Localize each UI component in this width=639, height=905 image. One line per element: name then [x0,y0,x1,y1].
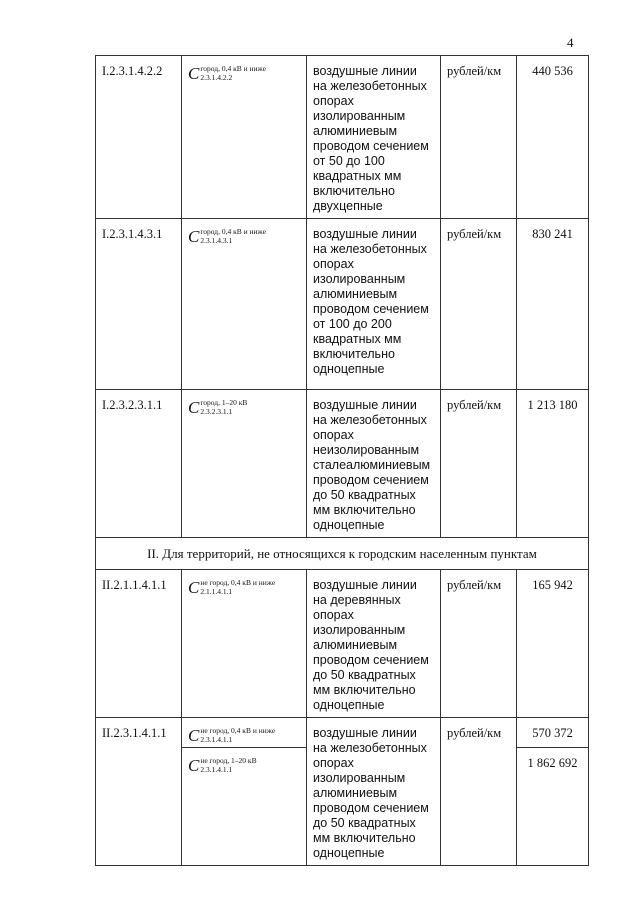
symbol-subscript: 2.3.1.4.3.1 [200,236,233,245]
tariff-table [95,55,589,866]
symbol-subscript: 2.1.1.4.1.1 [200,587,233,596]
rate-symbol: C город, 0,4 кВ и ниже 2.3.1.4.2.2 [182,56,307,219]
row-code: II.2.1.1.4.1.1 [96,570,182,718]
table-row [96,219,589,390]
table-row [96,56,589,219]
rate-symbol: C не город, 0,4 кВ и ниже 2.1.1.4.1.1 [182,570,307,718]
row-value: 165 942 [517,570,589,718]
row-unit: рублей/км [441,56,517,219]
table-row [96,570,589,718]
rate-symbol: C город, 1–20 кВ 2.3.2.3.1.1 [182,390,307,538]
table-row [96,718,589,866]
rate-symbol: C не город, 0,4 кВ и ниже 2.3.1.4.1.1 [188,726,276,745]
row-description: воздушные линии на железобетонных опорах неизолированным сталеалюминиевым проводом сечением до 50 квадратных мм включительно одноцепные [307,390,441,538]
rate-symbol: C город, 0,4 кВ и ниже 2.3.1.4.3.1 [182,219,307,390]
page-number: 4 [567,35,574,50]
row-value: 570 372 [532,726,573,740]
symbol-subscript: 2.3.2.3.1.1 [200,407,233,416]
row-code: I.2.3.1.4.3.1 [96,219,182,390]
rate-symbol: C не город, 1–20 кВ 2.3.1.4.1.1 [188,756,257,775]
symbol-subscript: 2.3.1.4.1.1 [200,765,233,774]
row-code: II.2.3.1.4.1.1 [96,718,182,866]
symbol-superscript: не город, 1–20 кВ [200,756,257,765]
row-description: воздушные линии на железобетонных опорах изолированным алюминиевым проводом сечением от 50 до 100 квадратных мм включительно двухцепные [307,56,441,219]
symbol-superscript: город, 1–20 кВ [200,398,248,407]
row-unit: рублей/км [441,718,517,866]
row-value: 830 241 [517,219,589,390]
section-header-row [96,538,589,570]
row-unit: рублей/км [441,219,517,390]
row-value: 440 536 [517,56,589,219]
table-row [96,390,589,538]
row-unit: рублей/км [441,390,517,538]
row-value: 1 213 180 [517,390,589,538]
row-description: воздушные линии на деревянных опорах изолированным алюминиевым проводом сечением до 50 квадратных мм включительно одноцепные [307,570,441,718]
row-description: воздушные линии на железобетонных опорах изолированным алюминиевым проводом сечением до 50 квадратных мм включительно одноцепные [307,718,441,866]
row-value: 1 862 692 [517,747,588,775]
symbol-subscript: 2.3.1.4.2.2 [200,73,233,82]
symbol-superscript: не город, 0,4 кВ и ниже [200,578,276,587]
symbol-superscript: город, 0,4 кВ и ниже [200,64,266,73]
symbol-superscript: не город, 0,4 кВ и ниже [200,726,276,735]
row-unit: рублей/км [441,570,517,718]
symbol-superscript: город, 0,4 кВ и ниже [200,227,266,236]
row-description: воздушные линии на железобетонных опорах изолированным алюминиевым проводом сечением от 100 до 200 квадратных мм включительно одноцепные [307,219,441,390]
row-code: I.2.3.2.3.1.1 [96,390,182,538]
row-value-group [517,718,589,866]
section-header: II. Для территорий, не относящихся к городским населенным пунктам [96,538,589,570]
rate-symbol-group [182,718,307,866]
symbol-subscript: 2.3.1.4.1.1 [200,735,233,744]
row-code: I.2.3.1.4.2.2 [96,56,182,219]
